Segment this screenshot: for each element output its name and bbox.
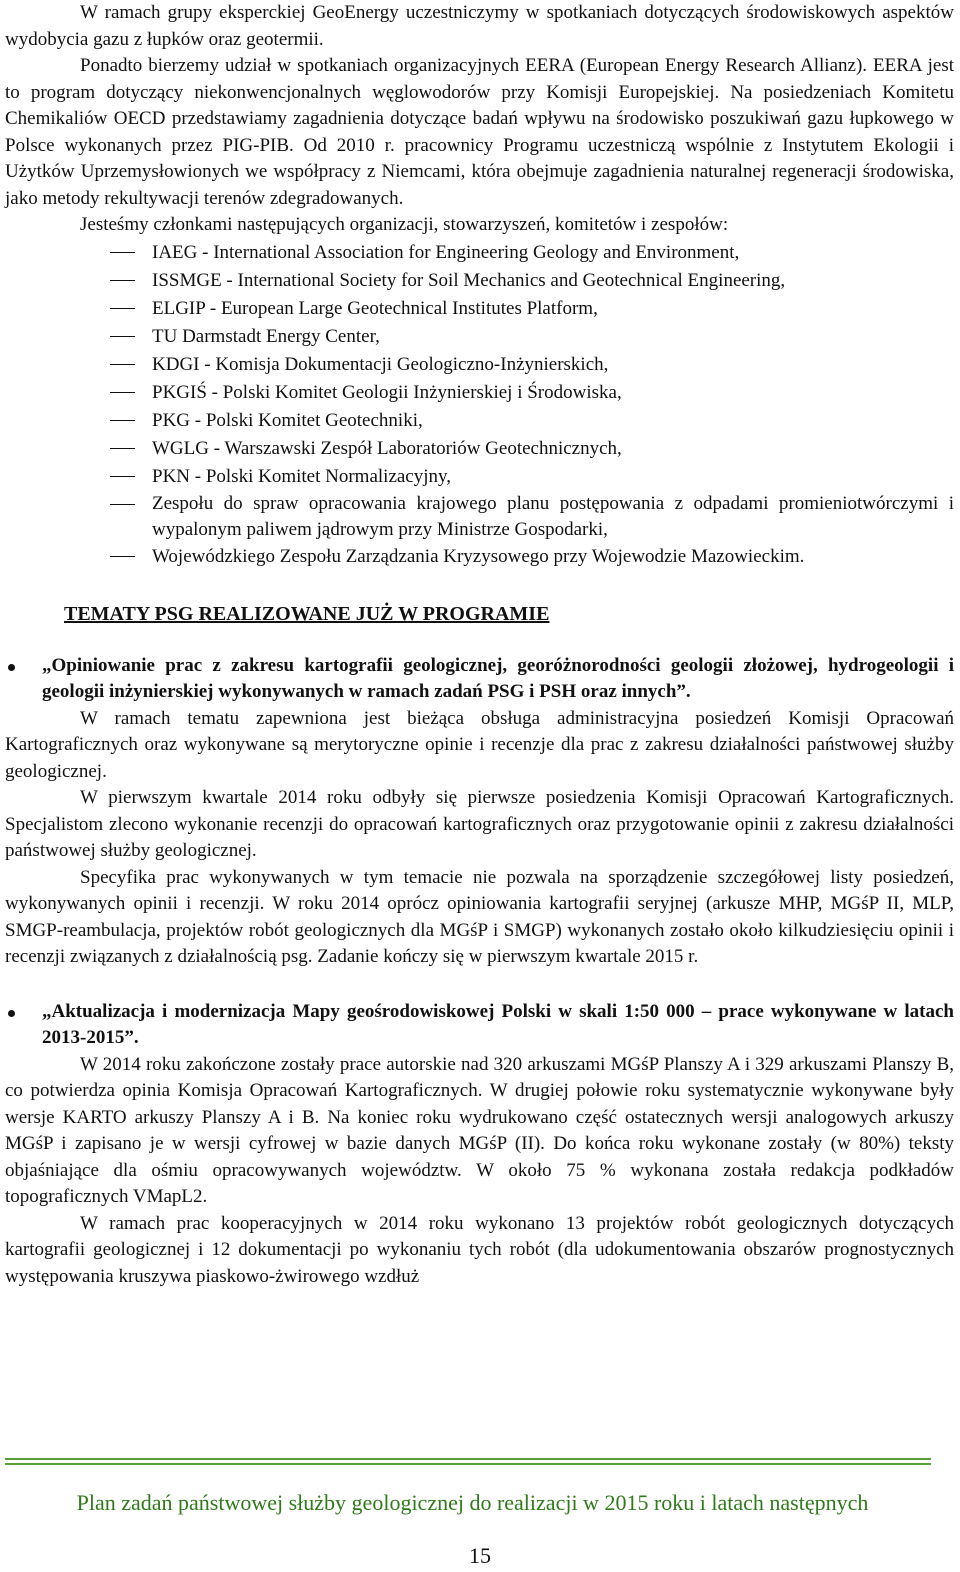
membership-label: ELGIP - European Large Geotechnical Institutes Platform, (152, 297, 598, 319)
membership-label: WGLG - Warszawski Zespół Laboratoriów Geotechnicznych, (152, 437, 622, 459)
footer-rule-bottom (5, 1463, 931, 1465)
section-heading: TEMATY PSG REALIZOWANE JUŻ W PROGRAMIE (64, 602, 550, 625)
membership-label: PKGIŚ - Polski Komitet Geologii Inżynierskiej i Środowiska, (152, 381, 622, 403)
membership-item (5, 407, 954, 435)
document-page (5, 0, 954, 1290)
membership-item (5, 351, 954, 379)
topic-1-paragraph-3: Specyfika prac wykonywanych w tym temacie nie pozwala na sporządzenie szczegółowej listy posiedzeń, wykonywanych opinii i recenzji. W roku 2014 oprócz opiniowania kartografii seryjnej (arkusze MHP, MGśP II, MLP, SMGP-reambulacja, projektów robót geologicznych dla MGśP i SMGP) wykonanych zostało około kilkudziesięciu opinii i recenzji związanych z działalnością psg. Zadanie kończy się w pierwszym kwartale 2015 r. (5, 866, 954, 967)
dash-icon (110, 504, 135, 506)
dash-icon (110, 252, 135, 254)
topic-1-title (5, 653, 954, 706)
topic-2-title (5, 999, 954, 1052)
dash-icon (110, 280, 135, 282)
membership-label: Wojewódzkiego Zespołu Zarządzania Kryzysowego przy Wojewodzie Mazowieckim. (152, 545, 805, 567)
membership-label: PKN - Polski Komitet Normalizacyjny, (152, 465, 452, 487)
intro-paragraph-1: W ramach grupy eksperckiej GeoEnergy uczestniczymy w spotkaniach dotyczących środowiskowych aspektów wydobycia gazu z łupków oraz geotermii. (5, 2, 954, 50)
dash-icon (110, 556, 135, 558)
membership-label: Zespołu do spraw opracowania krajowego planu postępowania z odpadami promieniotwórczymi i wypalonym paliwem jądrowym przy Ministrze Gospodarki, (152, 492, 954, 540)
membership-label: KDGI - Komisja Dokumentacji Geologiczno-Inżynierskich, (152, 353, 609, 375)
dash-icon (110, 364, 135, 366)
membership-item (5, 379, 954, 407)
dash-icon (110, 448, 135, 450)
membership-item (5, 239, 954, 267)
dash-icon (110, 392, 135, 394)
topic-2-paragraph-1: W 2014 roku zakończone zostały prace autorskie nad 320 arkuszami MGśP Planszy A i 329 arkuszami Planszy B, co potwierdza opinia Komisja Opracowań Kartograficznych. W drugiej połowie roku systematycznie wykonywane były wersje KARTO arkuszy Planszy A i B. Na koniec roku wydrukowano część ostatecznych wersji analogowych arkuszy MGśP i zapisano je w wersji cyfrowej w bazie danych MGśP (II). Do końca roku wykonane zostały (w 80%) teksty objaśniające dla ośmiu opracowywanych województw. W około 75 % wykonana została redakcja podkładów topograficznych VMapL2. (5, 1053, 954, 1207)
membership-item (5, 323, 954, 351)
membership-item (5, 435, 954, 463)
dash-icon (110, 420, 135, 422)
membership-label: ISSMGE - International Society for Soil Mechanics and Geotechnical Engineering, (152, 269, 786, 291)
membership-item (5, 295, 954, 323)
footer-title: Plan zadań państwowej służby geologicznej do realizacji w 2015 roku i latach następnych (76, 1490, 869, 1515)
membership-item (5, 463, 954, 491)
topic-2-title-text: „Aktualizacja i modernizacja Mapy geośrodowiskowej Polski w skali 1:50 000 – prace wykonywane w latach 2013-2015”. (42, 1000, 954, 1048)
membership-label: IAEG - International Association for Engineering Geology and Environment, (152, 241, 740, 263)
dash-icon (110, 308, 135, 310)
topic-1-paragraph-1: W ramach tematu zapewniona jest bieżąca obsługa administracyjna posiedzeń Komisji Opracowań Kartograficznych oraz wykonywane są merytoryczne opinie i recenzje dla prac z zakresu działalności państwowej służby geologicznej. (5, 707, 954, 782)
bullet-icon (8, 1010, 15, 1017)
membership-label: TU Darmstadt Energy Center, (152, 325, 380, 347)
intro-paragraph-3: Jesteśmy członkami następujących organizacji, stowarzyszeń, komitetów i zespołów: (80, 214, 729, 235)
membership-label: PKG - Polski Komitet Geotechniki, (152, 409, 423, 431)
topic-2-paragraph-2: W ramach prac kooperacyjnych w 2014 roku wykonano 13 projektów robót geologicznych dotyczących kartografii geologicznej i 12 dokumentacji po wykonaniu tych robót (dla udokumentowania obszarów prognostycznych występowania kruszywa piaskowo-żwirowego wzdłuż (5, 1212, 954, 1287)
dash-icon (110, 336, 135, 338)
bullet-icon (8, 664, 15, 671)
topic-1-title-text: „Opiniowanie prac z zakresu kartografii geologicznej, georóżnorodności geologii złożowej, hydrogeologii i geologii inżynierskiej wykonywanych w ramach zadań PSG i PSH oraz innych”. (42, 654, 954, 702)
dash-icon (110, 476, 135, 478)
intro-paragraph-2: Ponadto bierzemy udział w spotkaniach organizacyjnych EERA (European Energy Research Allianz). EERA jest to program dotyczący niekonwencjonalnych węglowodorów przy Komisji Europejskiej. Na posiedzeniach Komitetu Chemikaliów OECD przedstawiamy zagadnienia dotyczące badań wpływu na środowisko poszukiwań gazu łupkowego w Polsce wykonanych przez PIG-PIB. Od 2010 r. pracownicy Programu uczestniczą wspólnie z Instytutem Ekologii i Użytków Uprzemysłowionych we współpracy z Niemcami, która obejmuje zagadnienia naturalnej regeneracji środowiska, jako metody rekultywacji terenów zdegradowanych. (5, 55, 954, 209)
page-number: 15 (469, 1543, 491, 1568)
footer-rule-top (5, 1458, 931, 1460)
topic-1-paragraph-2: W pierwszym kwartale 2014 roku odbyły się pierwsze posiedzenia Komisji Opracowań Kartograficznych. Specjalistom zlecono wykonanie recenzji do opracowań kartograficznych oraz przygotowanie opinii z zakresu działalności państwowej służby geologicznej. (5, 787, 954, 861)
membership-item (5, 543, 954, 571)
membership-item (5, 491, 954, 543)
membership-item (5, 267, 954, 295)
membership-list (5, 239, 954, 571)
